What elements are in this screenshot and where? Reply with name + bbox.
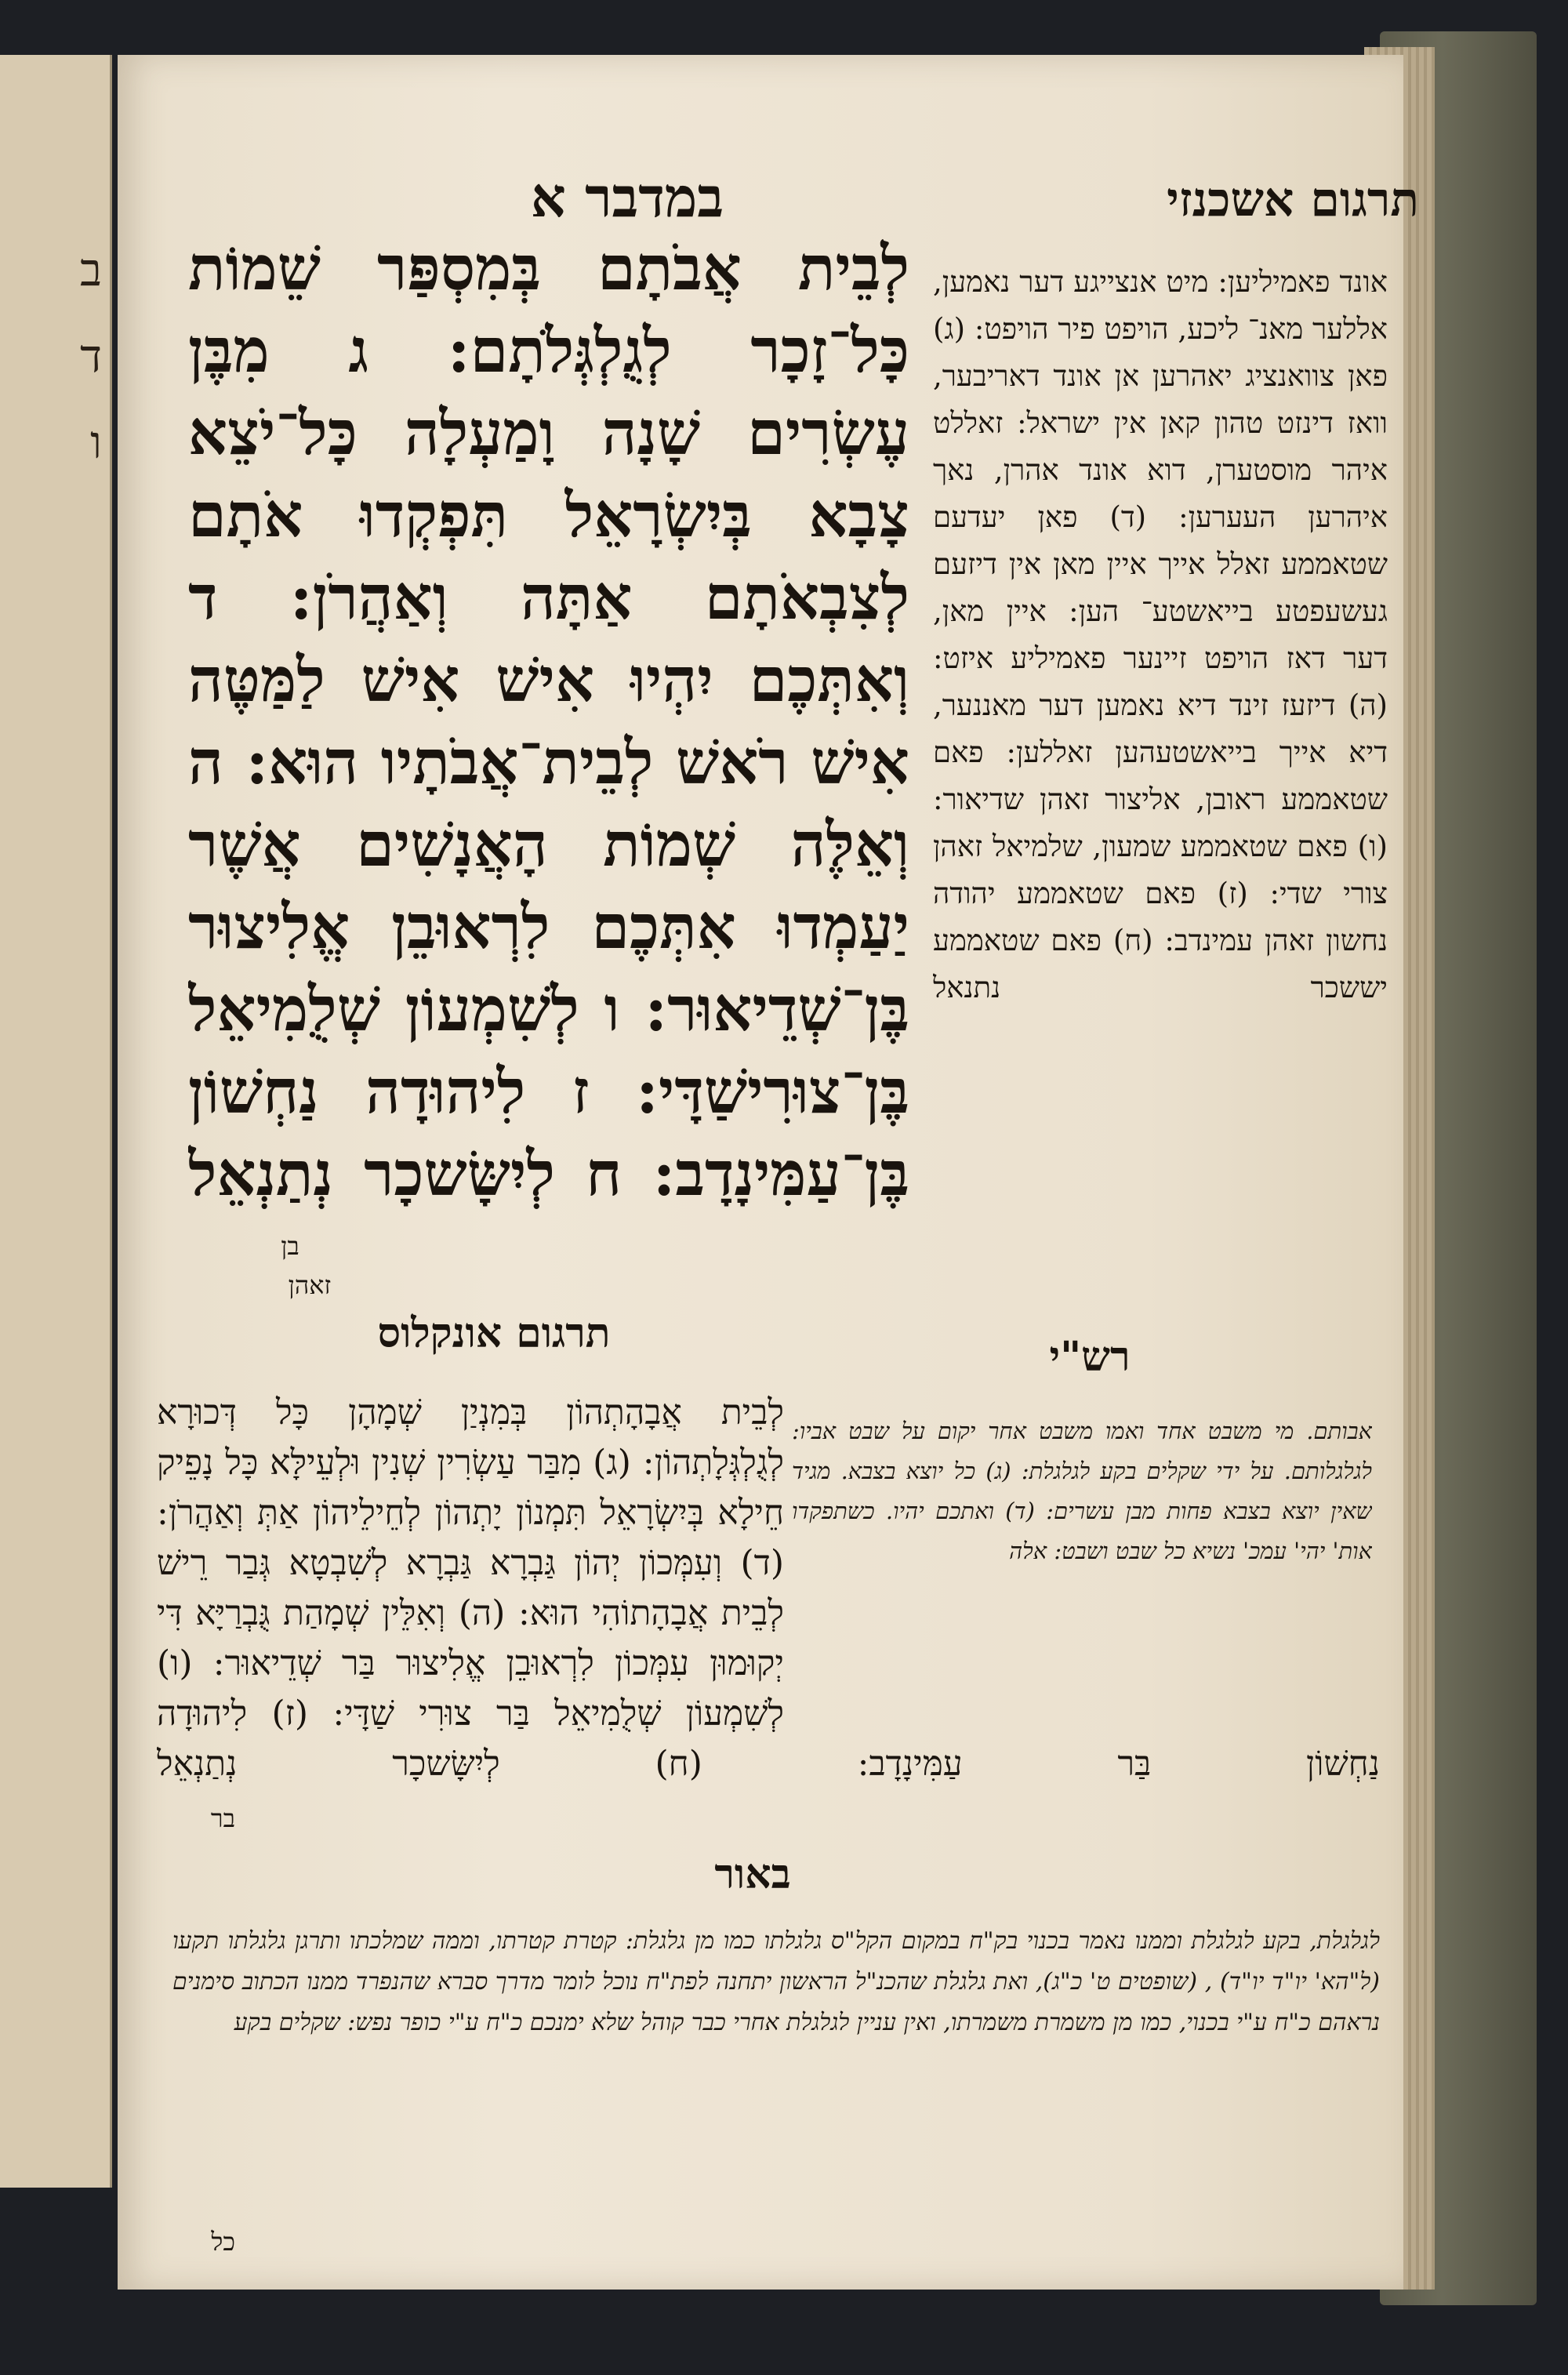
catchword: זאהן bbox=[288, 1270, 332, 1300]
left-page-sliver bbox=[0, 55, 112, 2188]
torah-text: לְבֵית אֲבֹתָם בְּמִסְפַּר שֵׁמוֹת כָּל־זָכָר לְגֻלְגְּלֹתָם: ג מִבֶּן עֶשְׂרִים שָׁנָה וָמַעְלָה כָּל־יֹצֵא צָבָא בְּיִשְׂרָאֵל תִּפְקְדוּ אֹתָם לְצִבְאֹתָם אַתָּה וְאַהֲרֹן: ד וְאִתְּכֶם יִהְיוּ אִישׁ אִישׁ לַמַּטֶּה אִישׁ רֹאשׁ לְבֵית־אֲבֹתָיו הוּא: ה וְאֵלֶּה שְׁמוֹת הָאֲנָשִׁים אֲשֶׁר יַעַמְדוּ אִתְּכֶם לִרְאוּבֵן אֱלִיצוּר בֶּן־שְׁדֵיאוּר: ו לְשִׁמְעוֹן שְׁלֻמִיאֵל בֶּן־צוּרִישַׁדָּי: ז לִיהוּדָה נַחְשׁוֹן בֶּן־עַמִּינָדָב: ח לְיִשָּׂשכָר נְתַנְאֵל bbox=[188, 233, 909, 1210]
catchword: כל bbox=[211, 2227, 235, 2257]
catchword: בר bbox=[210, 1803, 235, 1833]
onkelos-body: לְבֵית אֲבָהָתְהוֹן בְּמִנְיַן שְׁמָהָן כָּל דְּכוּרָא לְגֻלְגְּלָתְהוֹן: (ג) מִבַּר עַשְׂרִין שְׁנִין וּלְעֵילָּא כָּל נָפֵיק חֵילָא בְּיִשְׂרָאֵל תִּמְנוֹן יָתְהוֹן לְחֵילֵיהוֹן אַתְּ וְאַהֲרֹן: (ד) וְעִמְּכוֹן יְהוֹן גַּבְרָא גַּבְרָא לְשִׁבְטָא גְּבַר רֵישׁ לְבֵית אֲבָהָתוֹהִי הוּא: (ה) וְאִלֵּין שְׁמָהַת גֻּבְרַיָּא דִּי יְקוּמוּן עִמְּכוֹן לִרְאוּבֵן אֱלִיצוּר בַּר שְׁדֵיאוּר: (ו) לְשִׁמְעוֹן שְׁלֻמִיאֵל בַּר צוּרִי שַׁדָּי: (ז) לִיהוּדָה נַחְשׁוֹן בַּר עַמִּינָדָב: (ח) לְיִשָּׂשכָר נְתַנְאֵל bbox=[157, 1393, 1380, 1784]
rashi-commentary: אבותם. מי משבט אחד ואמו משבט אחר יקום על שבט אביו: לגלגלותם. על ידי שקלים בקע לגלגלת: (ג) כל יוצא בצבא. מגיד שאין יוצא בצבא פחות מבן עשרים: (ד) ואתכם יהיו. כשתפקדו אות' יהי' עמכ' נשיא כל שבט ושבט: אלה bbox=[792, 1418, 1372, 1564]
beur-commentary: לגלגלת, בקע לגלגלת וממנו נאמר בכנוי בק"ח במקום הקל"ס גלגלתו כמו מן גלגלת: קטרת קטרתו, וממה שמלכתו ותרגן גלגלתו תקעו (ל"הא' יו"ד יו"ד) , (שופטים ט' כ"ג), ואת גלגלת שהכנ"ל הראשון יתחנה לפת"ח נוכל לומר מדרך סברא שהנפרד ממנו הכתוב סימנים נראהם כ"ח ע"י בכנוי, כמו מן משמרת משמרתו, ואין עניין לגלגלת אחרי כבר קוהל שלא ימנכם כ"ח ע"י כופר נפש: שקלים בקע bbox=[172, 1927, 1380, 2036]
onkelos-title: תרגום אונקלוס bbox=[377, 1309, 611, 1357]
ashkenazi-translation: אונד פאמיליען: מיט אנצייגע דער נאמען, אללער מאנ־ ליכע, הויפט פיר הויפט: (ג) פאן צוואנציג יאהרען אן אונד דאריבער, וואז דינזט טהון קאן אין ישראל: זאללט איהר מוסטערן, דוא אונד אהרן, נאך איהרען העערען: (ד) פאן יעדעם שטאממע זאלל אייך איין מאן אין דיזעם געשעפטע בייאשטע־ הען: איין מאן, דער דאז הויפט זיינער פאמיליע איזט: (ה) דיזעז זינד דיא נאמען דער מאננער, דיא אייך בייאשטעהען זאללען: פאם שטאממע ראובן, אליצור זאהן שדיאור: (ו) פאם שטאממע שמעון, שלמיאל זאהן צורי שדי: (ז) פאם שטאממע יהודה נחשון זאהן עמינדב: (ח) פאם שטאממע יששכר נתנאל bbox=[933, 265, 1388, 1004]
beur-title: באור bbox=[714, 1850, 791, 1898]
left-page-fragment: ו bbox=[90, 416, 102, 469]
catchword: בן bbox=[281, 1231, 299, 1261]
left-page-fragment: ד bbox=[80, 329, 102, 383]
running-header-right: תרגום אשכנזי bbox=[1167, 172, 1419, 227]
rashi-float-spacer bbox=[784, 1388, 1380, 1694]
left-page-fragment: ב bbox=[80, 243, 102, 296]
rashi-title: רש"י bbox=[1049, 1333, 1131, 1381]
book-page bbox=[118, 55, 1419, 2290]
running-header-left: במדבר א bbox=[530, 165, 724, 230]
onkelos-text bbox=[157, 1388, 1380, 1827]
